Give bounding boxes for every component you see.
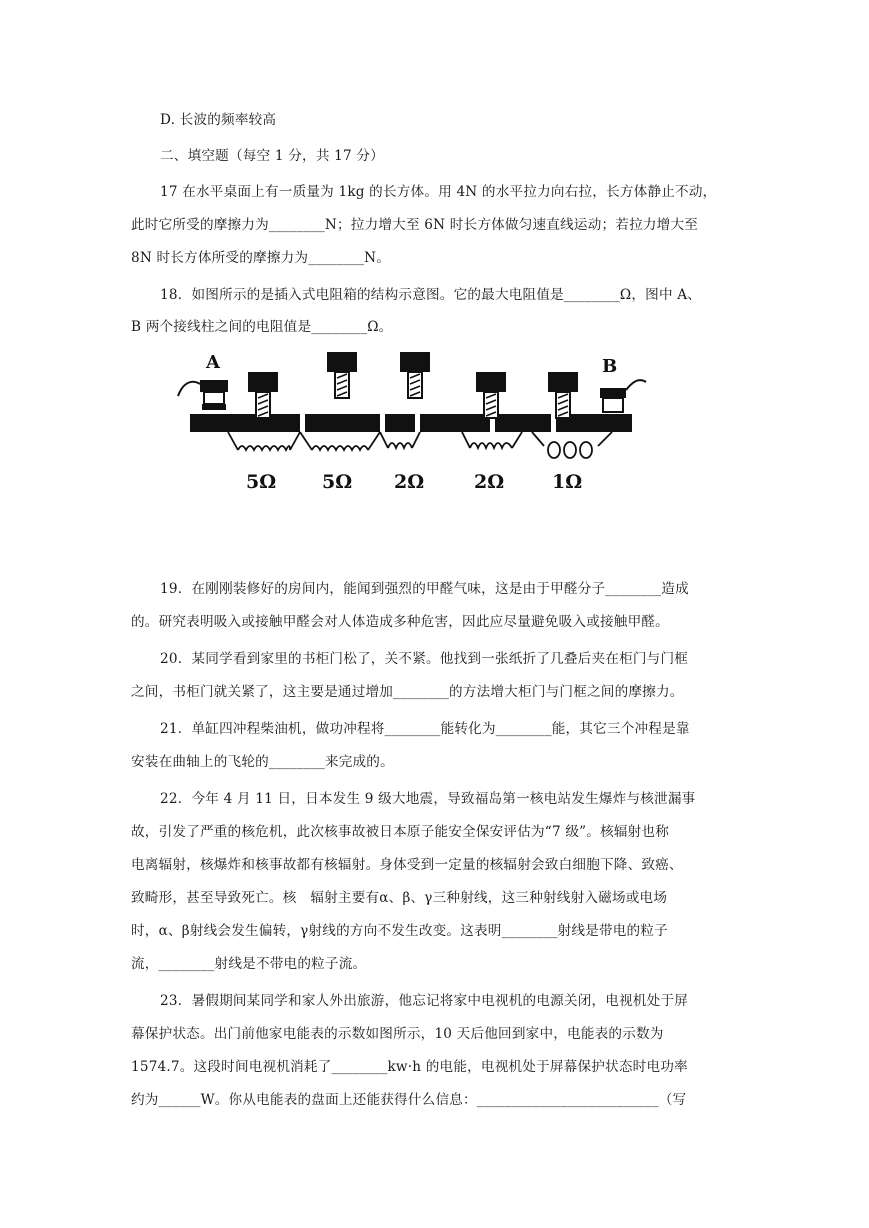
- plug-3: [400, 352, 430, 398]
- coil-2: [300, 432, 380, 450]
- terminal-a-label: A: [206, 352, 220, 373]
- question-22-line-6: 流，________射线是不带电的粒子流。: [131, 956, 367, 972]
- question-22-line-5: 时，α、β射线会发生偏转，γ射线的方向不发生改变。这表明________射线是带电的粒子: [131, 923, 668, 939]
- plug-2: [327, 352, 357, 398]
- coil-4: [462, 432, 522, 448]
- question-17-line-3: 8N 时长方体所受的摩擦力为________N。: [131, 250, 391, 266]
- coil-5: [532, 432, 612, 458]
- resistance-box-diagram: [172, 350, 652, 500]
- resistor-label-3: 2Ω: [394, 471, 425, 493]
- question-20-line-1: 20．某同学看到家里的书柜门松了，关不紧。他找到一张纸折了几叠后夹在柜门与门框: [160, 651, 689, 667]
- question-20-line-2: 之间，书柜门就关紧了，这主要是通过增加________的方法增大柜门与门框之间的摩擦力。: [131, 684, 684, 700]
- terminal-b-label: B: [602, 356, 618, 377]
- question-22-line-2: 故，引发了严重的核危机，此次核事故被日本原子能安全保安评估为“7 级”。核辐射也称: [131, 824, 670, 840]
- question-17-line-1: 17 在水平桌面上有一质量为 1kg 的长方体。用 4N 的水平拉力向右拉，长方体静止不动，: [160, 184, 717, 200]
- question-21-line-1: 21．单缸四冲程柴油机，做功冲程将________能转化为________能，其它三个冲程是靠: [160, 721, 690, 737]
- section-heading: 二、填空题（每空 1 分，共 17 分）: [160, 148, 384, 164]
- question-21-line-2: 安装在曲轴上的飞轮的________来完成的。: [131, 754, 394, 770]
- question-17-line-2: 此时它所受的摩擦力为________N；拉力增大至 6N 时长方体做匀速直线运动；若拉力增大至: [131, 217, 699, 233]
- question-23-line-4: 约为______W。你从电能表的盘面上还能获得什么信息：__________________________（写: [131, 1092, 687, 1108]
- question-18-line-2: B 两个接线柱之间的电阻值是________Ω。: [131, 319, 393, 335]
- resistor-label-4: 2Ω: [474, 471, 505, 493]
- plug-5: [548, 372, 578, 418]
- question-22-line-1: 22．今年 4 月 11 日，日本发生 9 级大地震，导致福岛第一核电站发生爆炸与核泄漏事: [160, 791, 696, 807]
- question-23-line-3: 1574.7。这段时间电视机消耗了________kw·h 的电能，电视机处于屏幕保护状态时电功率: [131, 1059, 688, 1075]
- resistor-label-2: 5Ω: [322, 471, 353, 493]
- plug-1: [248, 372, 278, 418]
- coil-1: [228, 432, 300, 450]
- plug-4: [476, 372, 506, 418]
- resistor-label-5: 1Ω: [552, 471, 583, 493]
- coil-3: [380, 432, 420, 448]
- question-19-line-1: 19．在刚刚装修好的房间内，能闻到强烈的甲醛气味，这是由于甲醛分子________造成: [160, 581, 689, 597]
- question-22-line-4: 致畸形，甚至导致死亡。核 辐射主要有α、β、γ三种射线，这三种射线射入磁场或电场: [131, 890, 668, 906]
- question-23-line-2: 幕保护状态。出门前他家电能表的示数如图所示，10 天后他回到家中，电能表的示数为: [131, 1026, 664, 1042]
- question-22-line-3: 电离辐射，核爆炸和核事故都有核辐射。身体受到一定量的核辐射会致白细胞下降、致癌、: [131, 857, 683, 873]
- option-d-text: D. 长波的频率较高: [160, 112, 277, 128]
- question-23-line-1: 23．暑假期间某同学和家人外出旅游，他忘记将家中电视机的电源关闭，电视机处于屏: [160, 993, 689, 1009]
- question-19-line-2: 的。研究表明吸入或接触甲醛会对人体造成多种危害，因此应尽量避免吸入或接触甲醛。: [131, 614, 669, 630]
- resistor-label-1: 5Ω: [246, 471, 277, 493]
- question-18-line-1: 18．如图所示的是插入式电阻箱的结构示意图。它的最大电阻值是________Ω，图中 A、: [160, 287, 702, 303]
